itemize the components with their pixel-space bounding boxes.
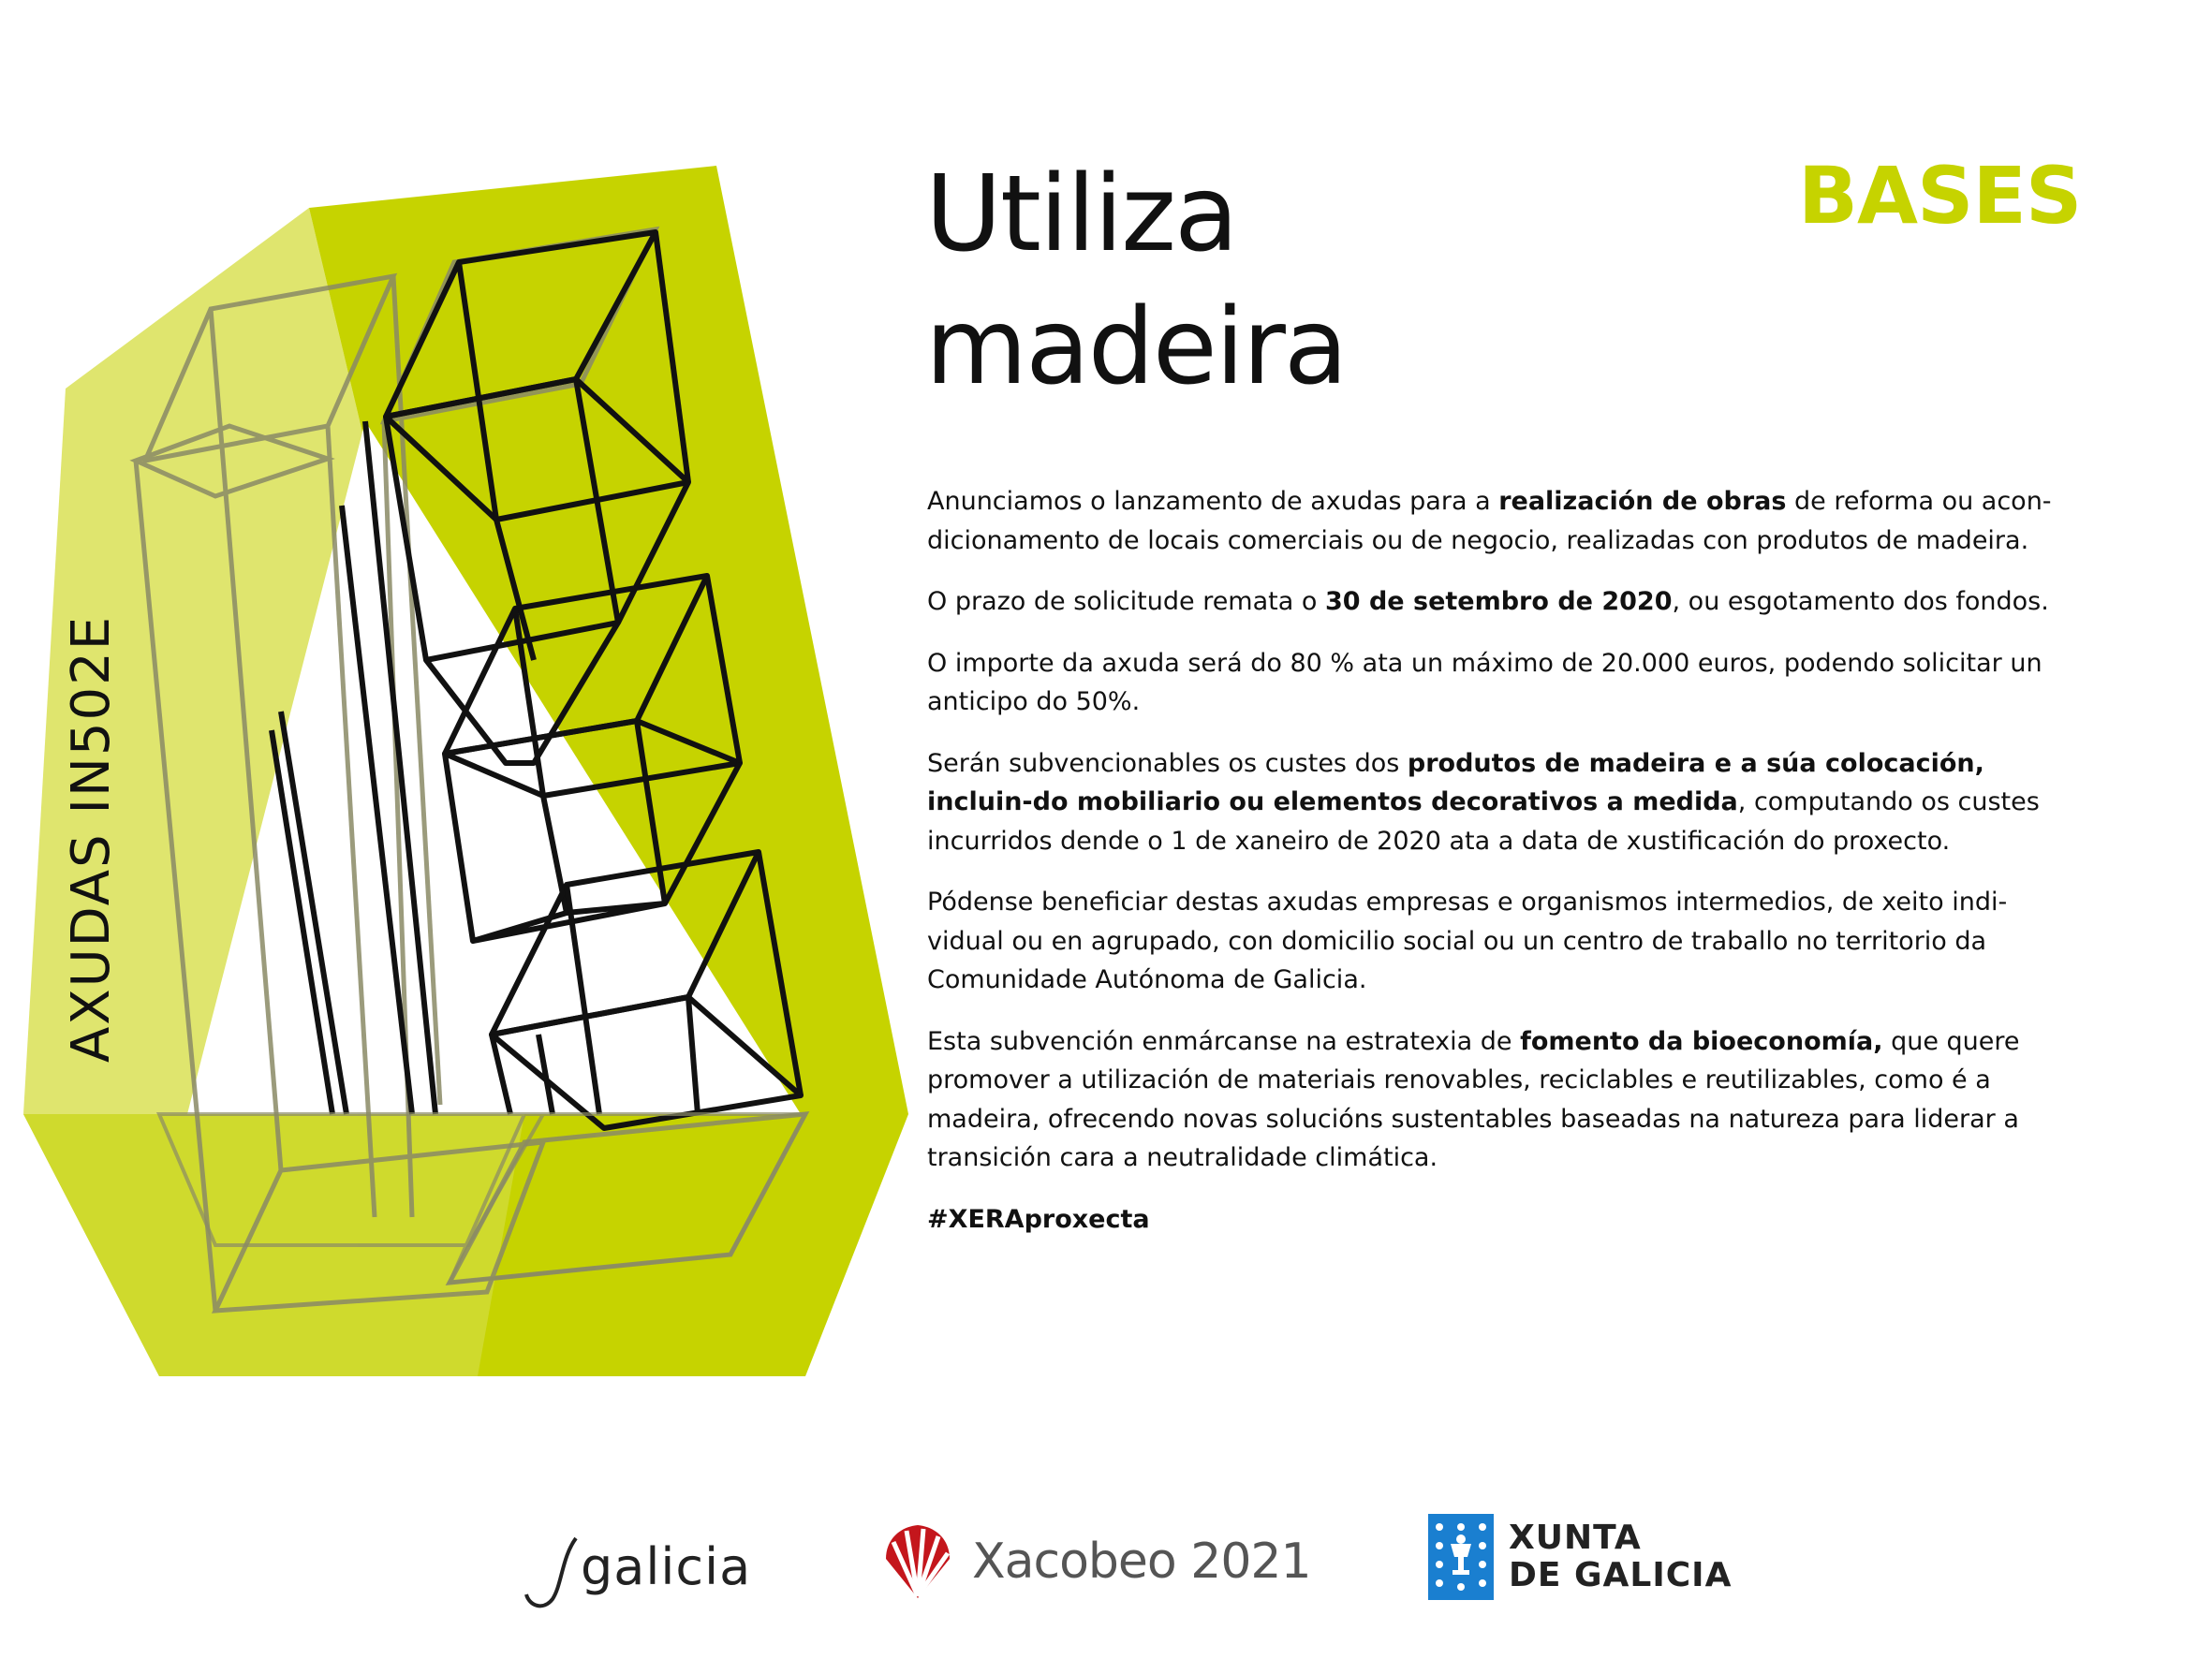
text-fragment: , computando os custes incurridos dende o 1 de xaneiro de 2020 ata a data de xustificación do proxecto. (927, 787, 2040, 856)
page-title (925, 148, 1347, 414)
scallop-shell-icon (880, 1521, 955, 1602)
xunta-line-2: DE GALICIA (1509, 1556, 1733, 1594)
paragraph-deadline (927, 582, 2065, 622)
body-text (927, 482, 2065, 1261)
paragraph-strategy (927, 1022, 2065, 1178)
text-emphasis: produtos de madeira e a súa colocación, incluin-do mobiliario ou elementos decorativos a medida (927, 748, 1984, 816)
galicia-logo (524, 1520, 751, 1613)
xacobeo-logo (880, 1521, 1311, 1602)
galicia-swash-icon (524, 1520, 581, 1613)
text-emphasis: realización de obras (1498, 487, 1787, 516)
hashtag: #XERAproxecta (927, 1204, 1150, 1234)
text-fragment: Esta subvención enmárcanse na estratexia de (927, 1026, 1521, 1056)
galicia-coat-of-arms-icon (1428, 1514, 1494, 1600)
text-fragment: Anunciamos o lanzamento de axudas para a (927, 487, 1499, 516)
paragraph-amount: O importe da axuda será do 80 % ata un máximo de 20.000 euros, podendo solicitar un anticipo do 50%. (927, 648, 2042, 716)
footer-logos (0, 1512, 2212, 1615)
text-fragment: O prazo de solicitude remata o (927, 587, 1325, 616)
paragraph-beneficiaries: Pódense beneficiar destas axudas empresas e organismos intermedios, de xeito indi-vidual ou en agrupado, con domicilio social ou un centro de traballo no territorio da Comunidade Autónoma de Galicia. (927, 888, 2008, 994)
text-fragment: que quere promover a utilización de materiais renovables, reciclables e reutilizables, como é a madeira, ofrecendo novas solucións sustentables baseadas na natureza para liderar a transición cara a neutralidade climática. (927, 1026, 2020, 1172)
program-code-label: AXUDAS IN502E (61, 614, 122, 1063)
paragraph-intro (927, 482, 2065, 560)
xunta-wordmark (1509, 1520, 1732, 1594)
wood-cubes-illustration (0, 0, 927, 1386)
xunta-logo (1428, 1514, 1732, 1600)
text-emphasis: fomento da bioeconomía, (1520, 1026, 1883, 1056)
galicia-wordmark: galicia (581, 1536, 752, 1596)
xunta-line-1: XUNTA (1509, 1519, 1642, 1557)
paragraph-eligible-costs (927, 744, 2065, 861)
title-line-2: madeira (925, 286, 1347, 408)
bases-badge: BASES (1798, 150, 2082, 242)
text-fragment: Serán subvencionables os custes dos (927, 748, 1408, 778)
text-fragment: , ou esgotamento dos fondos. (1672, 587, 2049, 616)
title-line-1: Utiliza (925, 154, 1237, 275)
text-fragment: de reforma ou acon-dicionamento de locais comerciais ou de negocio, realizadas con produtos de madeira. (927, 487, 2052, 555)
text-emphasis: 30 de setembro de 2020 (1324, 587, 1673, 616)
xacobeo-wordmark: Xacobeo 2021 (972, 1534, 1311, 1590)
